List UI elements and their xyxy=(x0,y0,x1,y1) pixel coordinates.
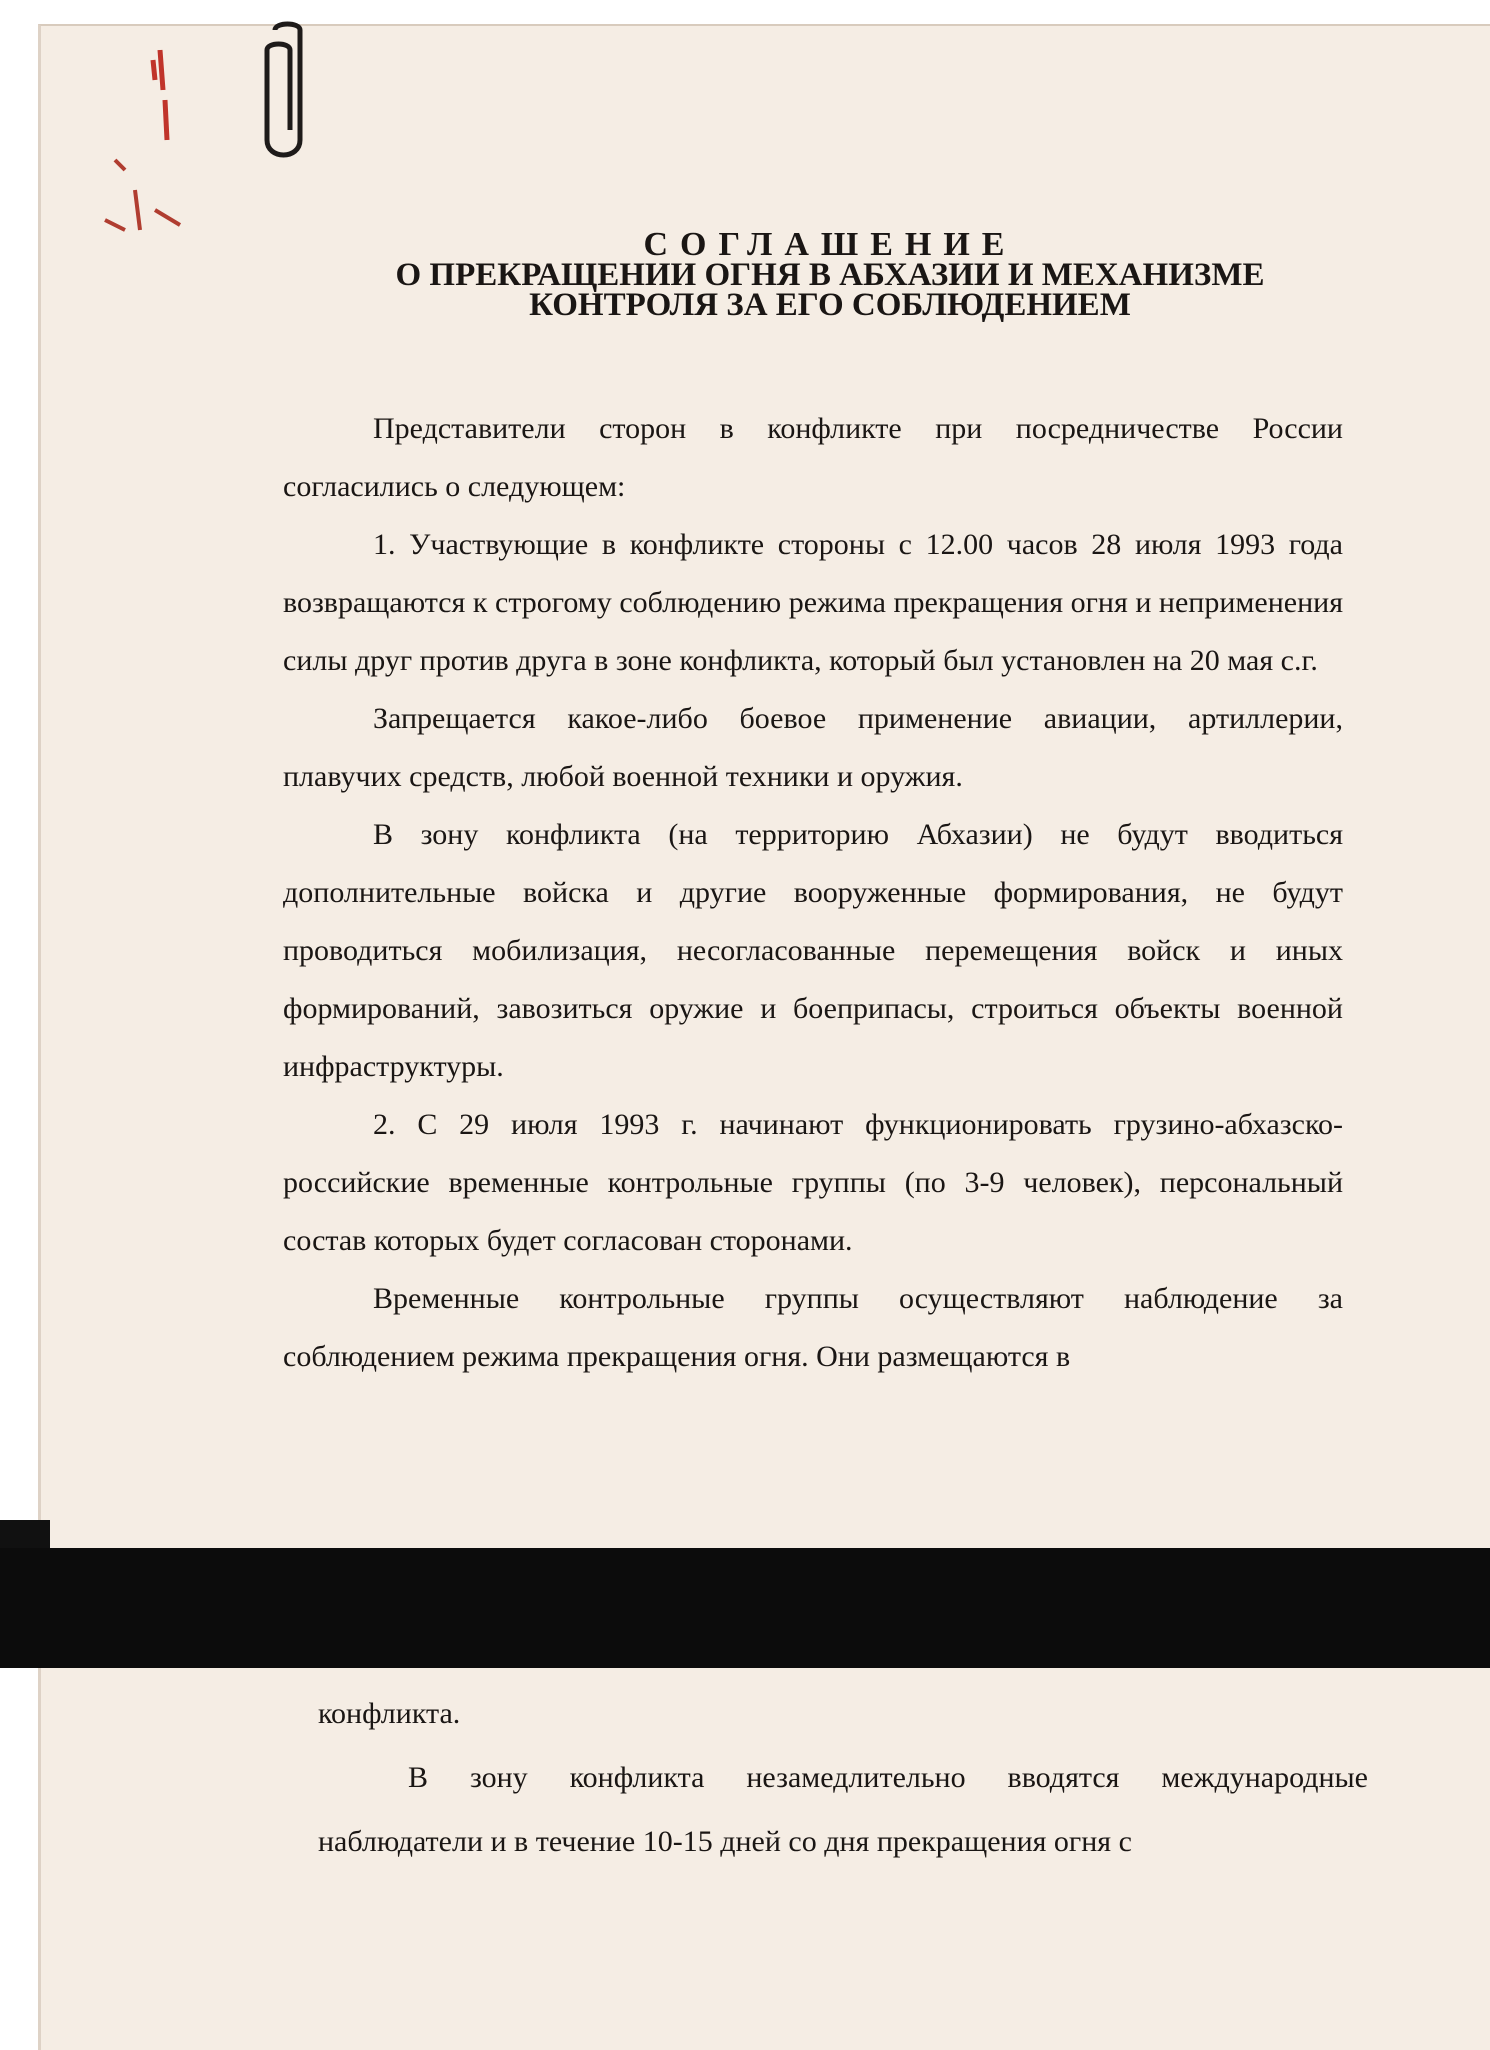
document-title xyxy=(330,226,1330,323)
scan-black-band xyxy=(0,1548,1490,1668)
paragraph: Временные контрольные группы осуществляют наблюдение за соблюдением режима прекращения огня. Они размещаются в xyxy=(283,1282,1343,1373)
document-body-lower xyxy=(318,1682,1368,1874)
paperclip-icon xyxy=(255,20,315,170)
scan-artifact xyxy=(0,1520,50,1550)
title-line-1: СОГЛАШЕНИЕ xyxy=(643,226,1017,263)
red-pen-marks xyxy=(85,40,205,240)
document-body xyxy=(283,400,1343,1386)
paragraph: В зону конфликта незамедлительно вводятся международные наблюдатели и в течение 10-15 дней со дня прекращения огня с xyxy=(318,1761,1368,1858)
paragraph: 2. С 29 июля 1993 г. начинают функционировать грузино-абхазско-российские временные контрольные группы (по 3-9 человек), персональный состав которых будет согласован сторонами. xyxy=(283,1108,1343,1257)
paragraph: 1. Участвующие в конфликте стороны с 12.00 часов 28 июля 1993 года возвращаются к строгому соблюдению режима прекращения огня и неприменения силы друг против друга в зоне конфликта, который был установлен на 20 мая с.г. xyxy=(283,528,1343,677)
paragraph: Представители сторон в конфликте при посредничестве России согласились о следующем: xyxy=(283,412,1343,503)
paragraph: конфликта. xyxy=(318,1697,461,1730)
paragraph: Запрещается какое-либо боевое применение авиации, артиллерии, плавучих средств, любой военной техники и оружия. xyxy=(283,702,1343,793)
title-line-2: О ПРЕКРАЩЕНИИ ОГНЯ В АБХАЗИИ И МЕХАНИЗМЕ xyxy=(395,257,1265,293)
title-line-3: КОНТРОЛЯ ЗА ЕГО СОБЛЮДЕНИЕМ xyxy=(529,287,1131,323)
paragraph: В зону конфликта (на территорию Абхазии) не будут вводиться дополнительные войска и другие вооруженные формирования, не будут проводиться мобилизация, несогласованные перемещения войск и иных формирований, завозиться оружие и боеприпасы, строиться объекты военной инфраструктуры. xyxy=(283,818,1343,1083)
